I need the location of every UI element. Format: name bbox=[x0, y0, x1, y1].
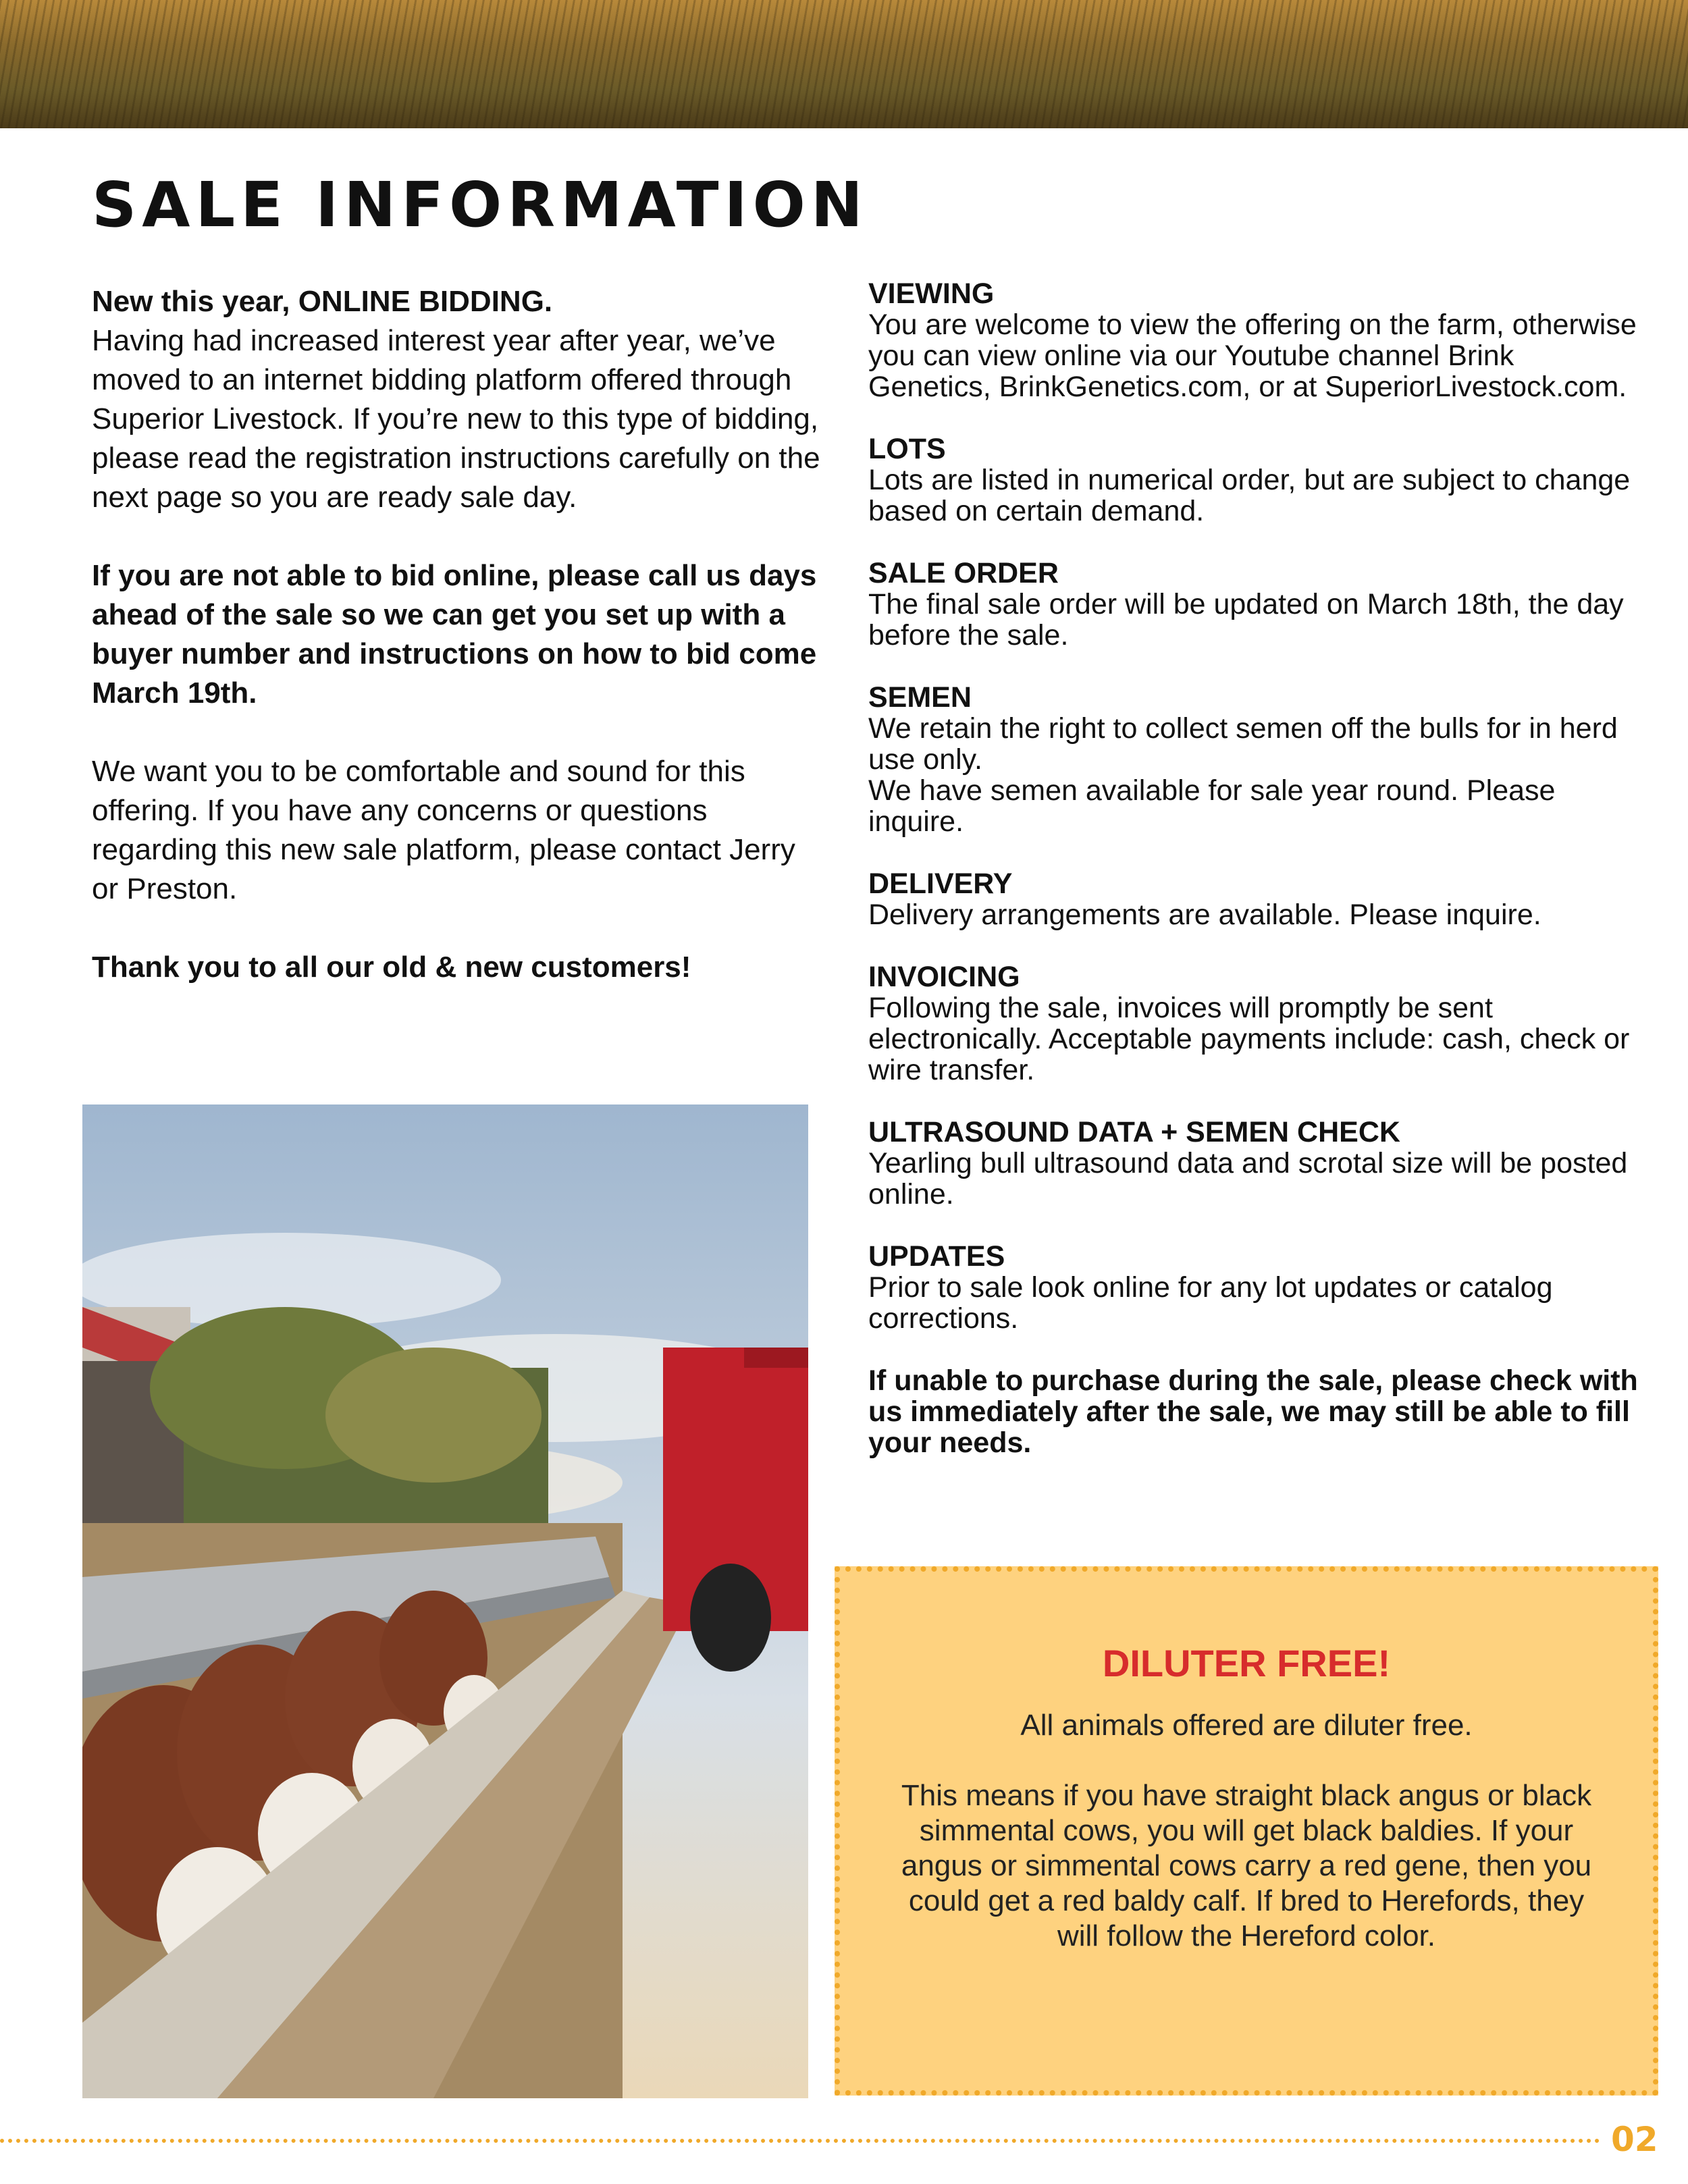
section-text: Prior to sale look online for any lot updates or catalog corrections. bbox=[868, 1271, 1553, 1335]
section-heading: VIEWING bbox=[868, 277, 995, 310]
section-heading: ULTRASOUND DATA + SEMEN CHECK bbox=[868, 1116, 1400, 1148]
intro-heading: New this year, ONLINE BIDDING. bbox=[92, 285, 553, 318]
section-invoicing bbox=[868, 961, 1638, 1086]
section-text: You are welcome to view the offering on the farm, otherwise you can view online via our Youtube channel Brink Genetics, BrinkGenetics.com, or at SuperiorLivestock.com. bbox=[868, 309, 1637, 403]
section-heading: SEMEN bbox=[868, 681, 972, 714]
call-notice: If you are not able to bid online, please call us days ahead of the sale so we can get you set up with a buyer number and instructions on how to bid come March 19th. bbox=[92, 559, 817, 710]
section-heading: LOTS bbox=[868, 433, 946, 465]
section-text: Following the sale, invoices will promptly be sent electronically. Acceptable payments include: cash, check or wire transfer. bbox=[868, 992, 1630, 1086]
section-updates bbox=[868, 1241, 1638, 1334]
callout-title: DILUTER FREE! bbox=[1102, 1642, 1391, 1684]
section-text: Yearling bull ultrasound data and scrotal size will be posted online. bbox=[868, 1147, 1628, 1210]
left-column bbox=[92, 282, 828, 987]
cattle-feeding-photo bbox=[82, 1104, 808, 2098]
page-title: SALE INFORMATION bbox=[92, 169, 868, 241]
page-number: 02 bbox=[1611, 2120, 1658, 2159]
callout-line: This means if you have straight black angus or black simmental cows, you will get black baldies. If your angus or simmental cows carry a red gene, then you could get a red baldy calf. If bred to Herefords, they will follow the Hereford color. bbox=[901, 1779, 1592, 1952]
section-sale-order bbox=[868, 558, 1638, 651]
section-heading: UPDATES bbox=[868, 1240, 1005, 1273]
header-field-banner bbox=[0, 0, 1688, 128]
callout-line: All animals offered are diluter free. bbox=[1020, 1709, 1473, 1742]
section-text: The final sale order will be updated on March 18th, the day before the sale. bbox=[868, 588, 1624, 651]
section-heading: SALE ORDER bbox=[868, 557, 1059, 589]
intro-text: Having had increased interest year after year, we’ve moved to an internet bidding platform offered through Superior Livestock. If you’re new to this type of bidding, please read the registration instructions carefully on the next page so you are ready sale day. bbox=[92, 324, 820, 514]
section-text: Delivery arrangements are available. Please inquire. bbox=[868, 899, 1541, 931]
section-lots bbox=[868, 433, 1638, 527]
right-column bbox=[868, 278, 1638, 1458]
section-viewing bbox=[868, 278, 1638, 402]
section-heading: DELIVERY bbox=[868, 868, 1013, 900]
section-text: We have semen available for sale year round. Please inquire. bbox=[868, 774, 1556, 838]
comfort-text: We want you to be comfortable and sound for this offering. If you have any concerns or questions regarding this new sale platform, please contact Jerry or Preston. bbox=[92, 755, 795, 905]
closing-notice: If unable to purchase during the sale, please check with us immediately after the sale, we may still be able to fill your needs. bbox=[868, 1364, 1638, 1459]
section-ultrasound bbox=[868, 1117, 1638, 1210]
section-semen bbox=[868, 682, 1638, 837]
section-heading: INVOICING bbox=[868, 961, 1020, 993]
section-text: Lots are listed in numerical order, but are subject to change based on certain demand. bbox=[868, 464, 1631, 527]
footer-dotted-rule bbox=[0, 2139, 1600, 2143]
section-delivery bbox=[868, 868, 1638, 930]
thanks-text: Thank you to all our old & new customers! bbox=[92, 951, 691, 984]
diluter-free-callout bbox=[835, 1566, 1658, 2096]
section-text: We retain the right to collect semen off the bulls for in herd use only. bbox=[868, 712, 1618, 776]
